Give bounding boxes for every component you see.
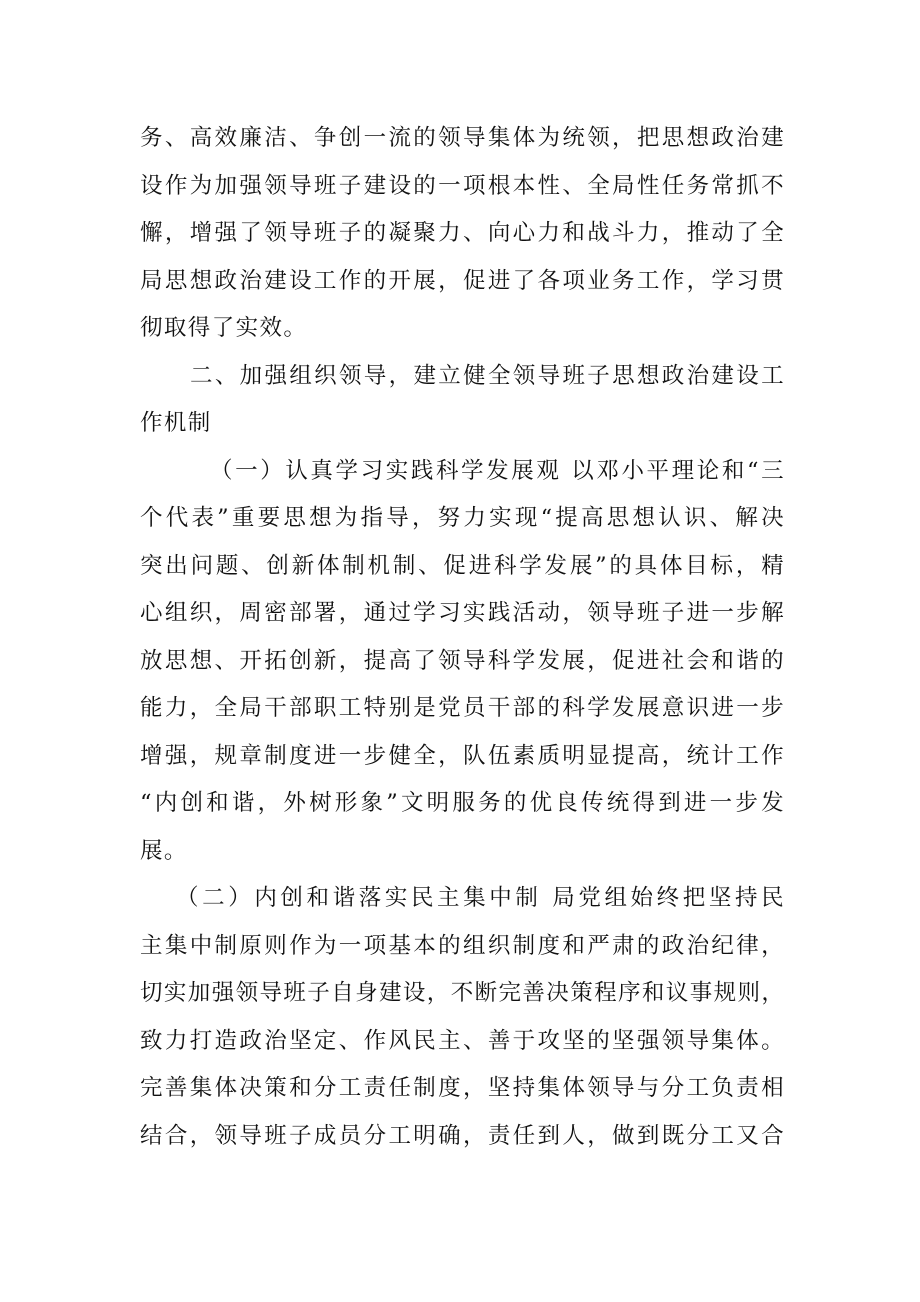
text-line: 展。 (140, 837, 188, 864)
text-line: 完善集体决策和分工责任制度，坚持集体领导与分工负责相 (140, 1075, 785, 1101)
text-line: 个代表”重要思想为指导，努力实现“提高思想认识、解决 (140, 505, 785, 531)
section-heading-2 (140, 353, 785, 448)
text-line: 二、加强组织领导，建立健全领导班子思想政治建设工 (190, 362, 785, 389)
text-line: 致力打造政治坚定、作风民主、善于攻坚的坚强领导集体。 (140, 1027, 785, 1054)
text-line: “内创和谐，外树形象”文明服务的优良传统得到进一步发 (140, 790, 785, 816)
paragraph-1 (140, 115, 785, 353)
text-line: （二）内创和谐落实民主集中制 局党组始终把坚持民 (176, 885, 785, 911)
text-line: 局思想政治建设工作的开展，促进了各项业务工作，学习贯 (140, 267, 785, 294)
text-line: 作机制 (140, 410, 212, 436)
text-line: 务、高效廉洁、争创一流的领导集体为统领，把思想政治建 (140, 125, 785, 151)
text-line: （一）认真学习实践科学发展观 以邓小平理论和“三 (210, 457, 785, 484)
text-line: 能力，全局干部职工特别是党员干部的科学发展意识进一步 (140, 695, 785, 721)
text-line: 结合，领导班子成员分工明确，责任到人，做到既分工又合 (140, 1122, 785, 1149)
text-line: 放思想、开拓创新，提高了领导科学发展，促进社会和谐的 (140, 647, 785, 674)
text-line: 彻取得了实效。 (140, 315, 308, 341)
text-line: 主集中制原则作为一项基本的组织制度和严肃的政治纪律， (140, 932, 785, 959)
text-line: 设作为加强领导班子建设的一项根本性、全局性任务常抓不 (140, 172, 785, 199)
text-line: 心组织，周密部署，通过学习实践活动，领导班子进一步解 (140, 600, 785, 626)
text-line: 突出问题、创新体制机制、促进科学发展”的具体目标，精 (140, 552, 785, 579)
text-line: 切实加强领导班子自身建设，不断完善决策程序和议事规则， (140, 980, 786, 1006)
text-line: 懈，增强了领导班子的凝聚力、向心力和战斗力，推动了全 (140, 220, 785, 246)
document-body (140, 115, 785, 1160)
paragraph-3 (140, 448, 785, 876)
text-line: 增强，规章制度进一步健全，队伍素质明显提高，统计工作 (140, 742, 785, 769)
paragraph-4 (140, 875, 785, 1160)
